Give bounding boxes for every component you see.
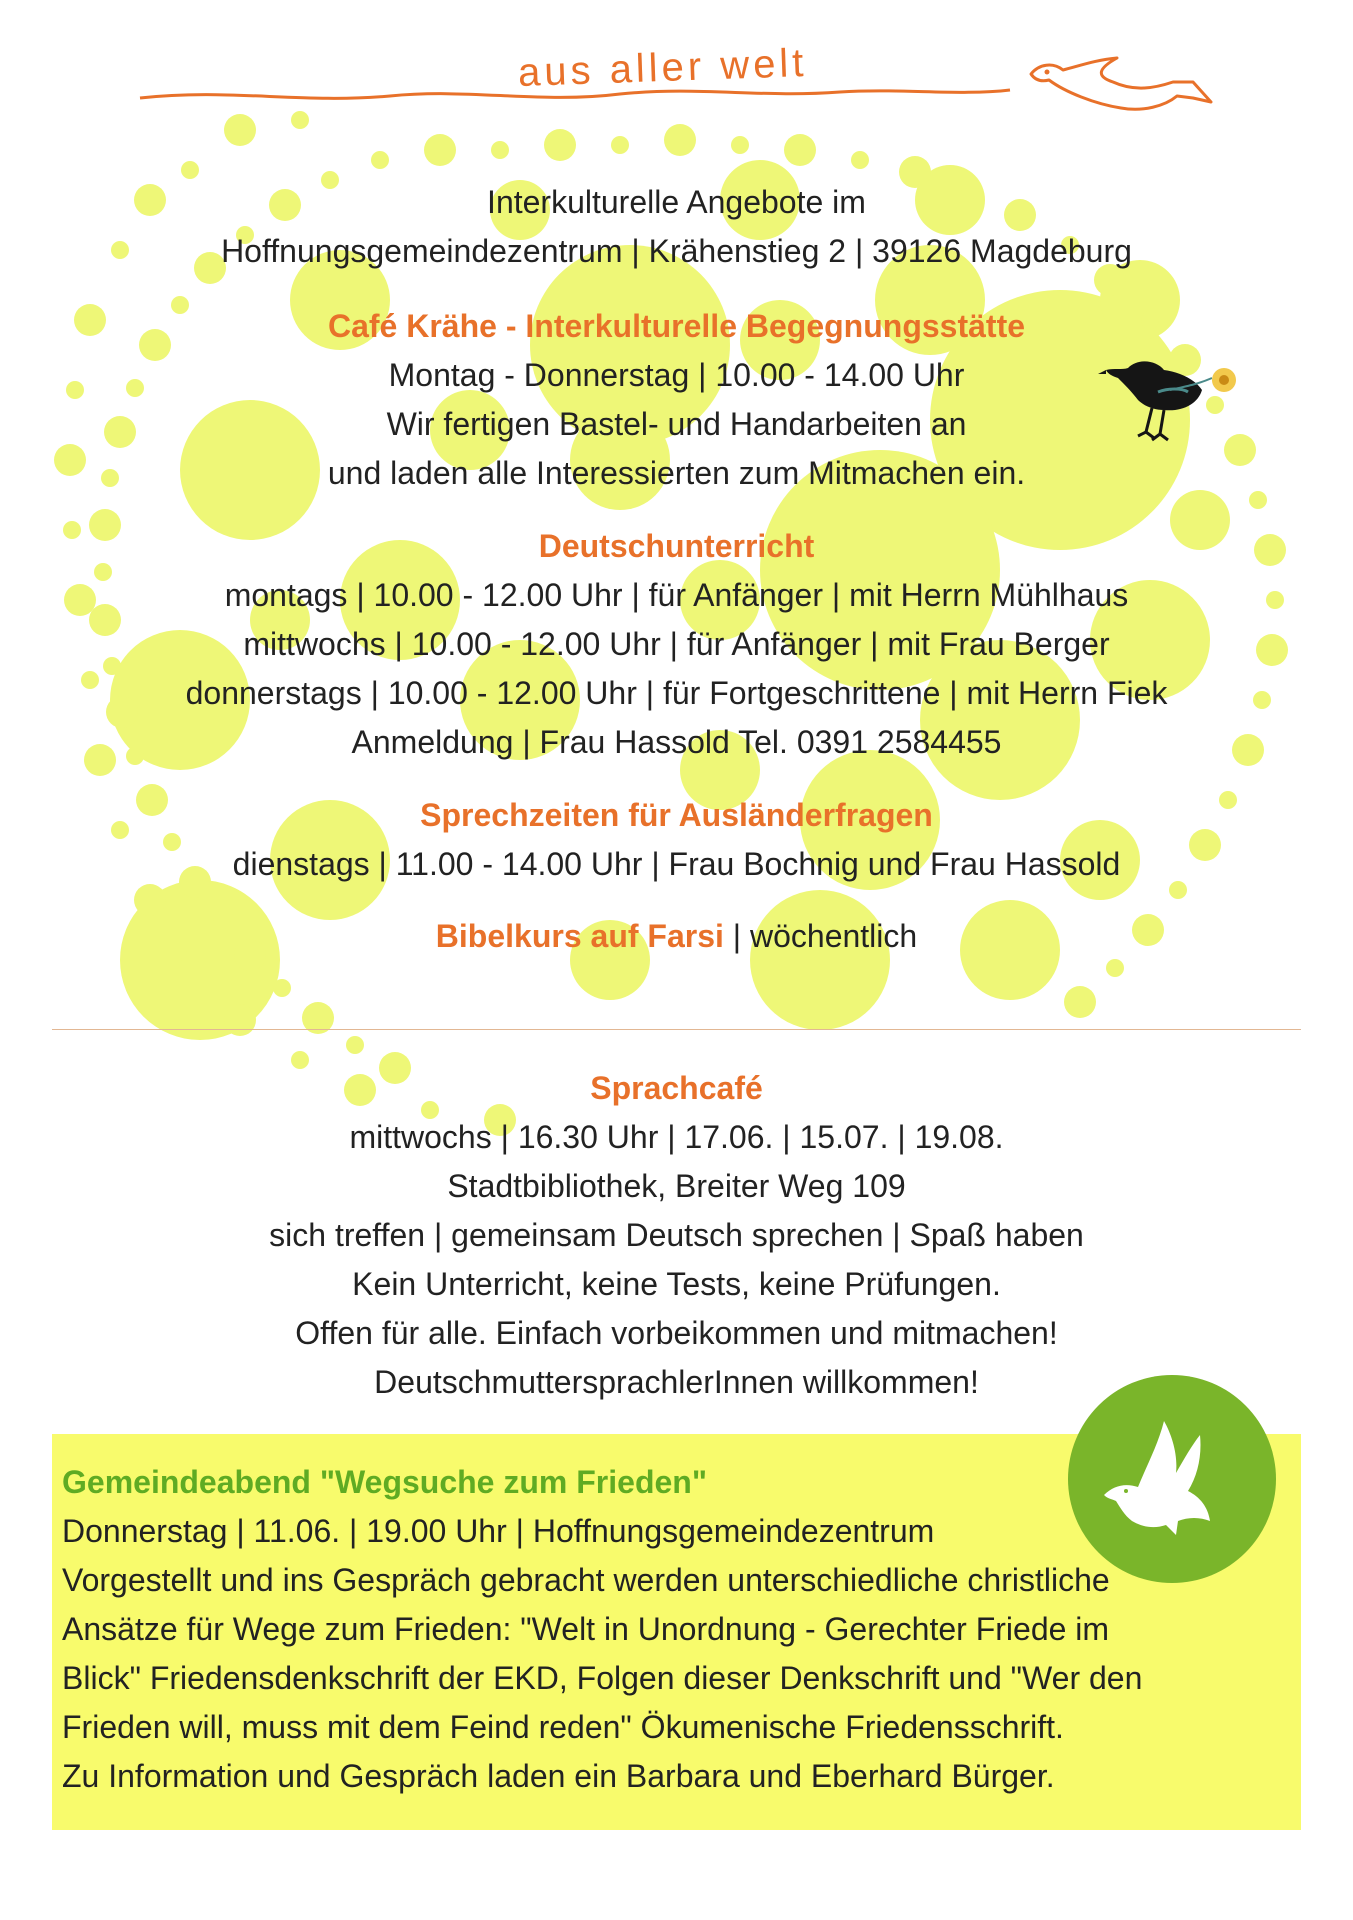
- sprachcafe-line: Stadtbibliothek, Breiter Weg 109: [447, 1168, 906, 1204]
- white-dove-icon: [1068, 1375, 1276, 1583]
- cafe-line: und laden alle Interessierten zum Mitmachen ein.: [327, 455, 1026, 491]
- sprechzeiten-line: dienstags | 11.00 - 14.00 Uhr | Frau Bochnig und Frau Hassold: [232, 846, 1121, 882]
- decorative-dot: [346, 1036, 364, 1054]
- deutsch-line: Anmeldung | Frau Hassold Tel. 0391 2584455: [351, 724, 1002, 760]
- sprachcafe-line: DeutschmuttersprachlerInnen willkommen!: [374, 1364, 979, 1400]
- decorative-dot: [491, 141, 509, 159]
- cafe-line: Wir fertigen Bastel- und Handarbeiten an: [386, 406, 967, 442]
- deutsch-line: montags | 10.00 - 12.00 Uhr | für Anfänger | mit Herrn Mühlhaus: [224, 577, 1129, 613]
- section-divider: [52, 1029, 1301, 1030]
- crow-with-flower-icon: [1098, 348, 1248, 448]
- gemeindeabend-line: Donnerstag | 11.06. | 19.00 Uhr | Hoffnungsgemeindezentrum: [62, 1513, 935, 1549]
- deutsch-heading: Deutschunterricht: [538, 528, 815, 564]
- decorative-dot: [1064, 986, 1096, 1018]
- bibel-heading: Bibelkurs auf Farsi: [435, 918, 724, 954]
- decorative-dot: [371, 151, 389, 169]
- gemeindeabend-line: Vorgestellt und ins Gespräch gebracht werden unterschiedliche christliche: [62, 1562, 1110, 1598]
- header-title: aus aller welt: [517, 40, 809, 96]
- cafe-line: Montag - Donnerstag | 10.00 - 14.00 Uhr: [388, 357, 965, 393]
- gemeindeabend-line: Frieden will, muss mit dem Feind reden" Ökumenische Friedensschrift.: [62, 1709, 1064, 1745]
- cafe-heading: Café Krähe - Interkulturelle Begegnungsstätte: [327, 308, 1026, 344]
- sprachcafe-line: Kein Unterricht, keine Tests, keine Prüfungen.: [352, 1266, 1001, 1302]
- sprachcafe-line: mittwochs | 16.30 Uhr | 17.06. | 15.07. | 19.08.: [349, 1119, 1004, 1155]
- gemeindeabend-line: Blick" Friedensdenkschrift der EKD, Folgen dieser Denkschrift und "Wer den: [62, 1660, 1143, 1696]
- bibel-line: [0, 912, 1353, 961]
- deutsch-line: donnerstags | 10.00 - 12.00 Uhr | für Fortgeschrittene | mit Herrn Fiek: [185, 675, 1168, 711]
- sprechzeiten-heading: Sprechzeiten für Ausländerfragen: [420, 797, 933, 833]
- gemeindeabend-line: Zu Information und Gespräch laden ein Barbara und Eberhard Bürger.: [62, 1758, 1055, 1794]
- sprachcafe-line: Offen für alle. Einfach vorbeikommen und mitmachen!: [295, 1315, 1058, 1351]
- gemeindeabend-heading: Gemeindeabend "Wegsuche zum Frieden": [62, 1464, 707, 1500]
- bibel-suffix: | wöchentlich: [723, 918, 918, 954]
- bird-outline-icon: [1025, 52, 1225, 142]
- intro-line-1: Interkulturelle Angebote im: [487, 184, 866, 220]
- decorative-dot: [224, 1004, 256, 1036]
- decorative-dot: [851, 151, 869, 169]
- decorative-dot: [1106, 959, 1124, 977]
- decorative-dot: [181, 161, 199, 179]
- sprachcafe-line: sich treffen | gemeinsam Deutsch sprechen | Spaß haben: [269, 1217, 1084, 1253]
- decorative-dot: [273, 979, 291, 997]
- sprachcafe-heading: Sprachcafé: [590, 1070, 763, 1106]
- deutsch-line: mittwochs | 10.00 - 12.00 Uhr | für Anfänger | mit Frau Berger: [243, 626, 1110, 662]
- gemeindeabend-line: Ansätze für Wege zum Frieden: "Welt in Unordnung - Gerechter Friede im: [62, 1611, 1110, 1647]
- intro-line-2: Hoffnungsgemeindezentrum | Krähenstieg 2 | 39126 Magdeburg: [221, 233, 1132, 269]
